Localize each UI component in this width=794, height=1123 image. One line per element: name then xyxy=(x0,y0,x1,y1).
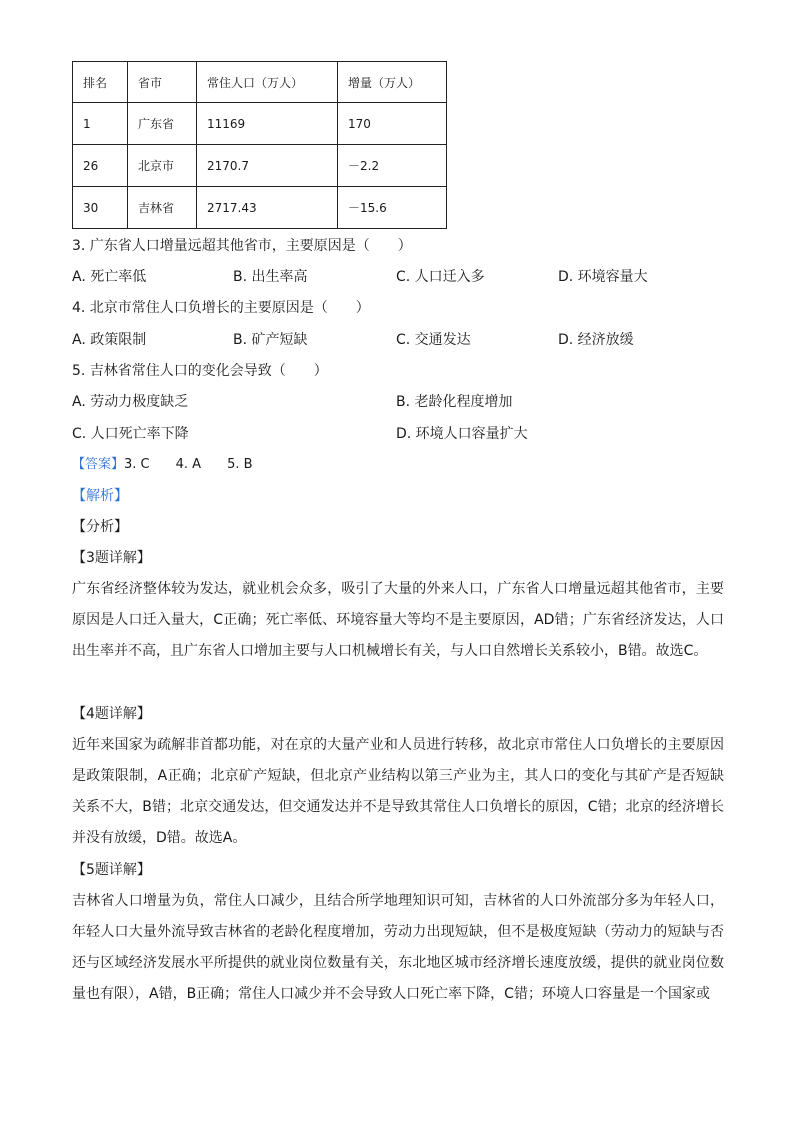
table-cell: －15.6 xyxy=(338,187,447,229)
table-cell: 吉林省 xyxy=(128,187,197,229)
detail-3-text: 广东省经济整体较为发达，就业机会众多，吸引了大量的外来人口，广东省人口增量远超其他省市，主要原因是人口迁入量大，C正确；死亡率低、环境容量大等均不是主要原因，AD错；广东省经济发达，人口出生率并不高，且广东省人口增加主要与人口机械增长有关，与人口自然增长关系较小，B错。故选C。 xyxy=(72,581,724,659)
table-header-row xyxy=(73,62,447,103)
question-5-stem: 5. 吉林省常住人口的变化会导致（ ） xyxy=(72,363,328,379)
question-3-option-c: C. 人口迁入多 xyxy=(396,269,485,285)
table-cell: 11169 xyxy=(197,103,338,145)
question-4-option-d: D. 经济放缓 xyxy=(558,332,634,348)
question-3-option-a: A. 死亡率低 xyxy=(72,269,147,285)
question-3-stem: 3. 广东省人口增量远超其他省市，主要原因是（ ） xyxy=(72,238,412,254)
fenxi-label: 【分析】 xyxy=(72,519,128,535)
table-cell: 北京市 xyxy=(128,145,197,187)
table-row xyxy=(73,187,447,229)
analysis-label: 【解析】 xyxy=(72,488,128,504)
table-cell: 30 xyxy=(73,187,128,229)
detail-5-heading: 【5题详解】 xyxy=(72,862,151,878)
population-table xyxy=(72,61,447,229)
detail-4-heading: 【4题详解】 xyxy=(72,706,151,722)
question-4-option-a: A. 政策限制 xyxy=(72,332,147,348)
answer-line xyxy=(72,455,253,475)
answer-value-3: 3. C xyxy=(124,457,150,472)
header-increment: 增量（万人） xyxy=(338,62,447,103)
detail-4-text: 近年来国家为疏解非首都功能，对在京的大量产业和人员进行转移，故北京市常住人口负增长的主要原因是政策限制，A正确；北京矿产短缺，但北京产业结构以第三产业为主，其人口的变化与其矿产是否短缺关系不大，B错；北京交通发达，但交通发达并不是导致其常住人口负增长的原因，C错；北京的经济增长并没有放缓，D错。故选A。 xyxy=(72,737,724,846)
question-5-option-d: D. 环境人口容量扩大 xyxy=(396,426,528,442)
table-row xyxy=(73,103,447,145)
table-cell: 广东省 xyxy=(128,103,197,145)
question-5-option-a: A. 劳动力极度缺乏 xyxy=(72,394,189,410)
table-cell: 26 xyxy=(73,145,128,187)
header-province: 省市 xyxy=(128,62,197,103)
question-5-option-b: B. 老龄化程度增加 xyxy=(396,394,513,410)
detail-5-text: 吉林省人口增量为负，常住人口减少，且结合所学地理知识可知，吉林省的人口外流部分多为年轻人口，年轻人口大量外流导致吉林省的老龄化程度增加，劳动力出现短缺，但不是极度短缺（劳动力的短缺与否还与区域经济发展水平所提供的就业岗位数量有关，东北地区城市经济增长速度放缓，提供的就业岗位数量也有限），A错，B正确；常住人口减少并不会导致人口死亡率下降，C错；环境人口容量是一个国家或 xyxy=(72,893,724,1002)
answer-value-5: 5. B xyxy=(227,457,253,472)
answer-label: 【答案】 xyxy=(72,457,125,472)
detail-3-heading: 【3题详解】 xyxy=(72,550,151,566)
question-5-option-c: C. 人口死亡率下降 xyxy=(72,426,189,442)
header-population: 常住人口（万人） xyxy=(197,62,338,103)
question-4-option-c: C. 交通发达 xyxy=(396,332,471,348)
answer-value-4: 4. A xyxy=(175,457,202,472)
table-row xyxy=(73,145,447,187)
header-rank: 排名 xyxy=(73,62,128,103)
question-3-option-d: D. 环境容量大 xyxy=(558,269,648,285)
table-cell: 170 xyxy=(338,103,447,145)
question-4-option-b: B. 矿产短缺 xyxy=(233,332,308,348)
table-cell: 1 xyxy=(73,103,128,145)
question-4-stem: 4. 北京市常住人口负增长的主要原因是（ ） xyxy=(72,300,370,316)
table-cell: －2.2 xyxy=(338,145,447,187)
table-cell: 2717.43 xyxy=(197,187,338,229)
question-3-option-b: B. 出生率高 xyxy=(233,269,308,285)
table-cell: 2170.7 xyxy=(197,145,338,187)
